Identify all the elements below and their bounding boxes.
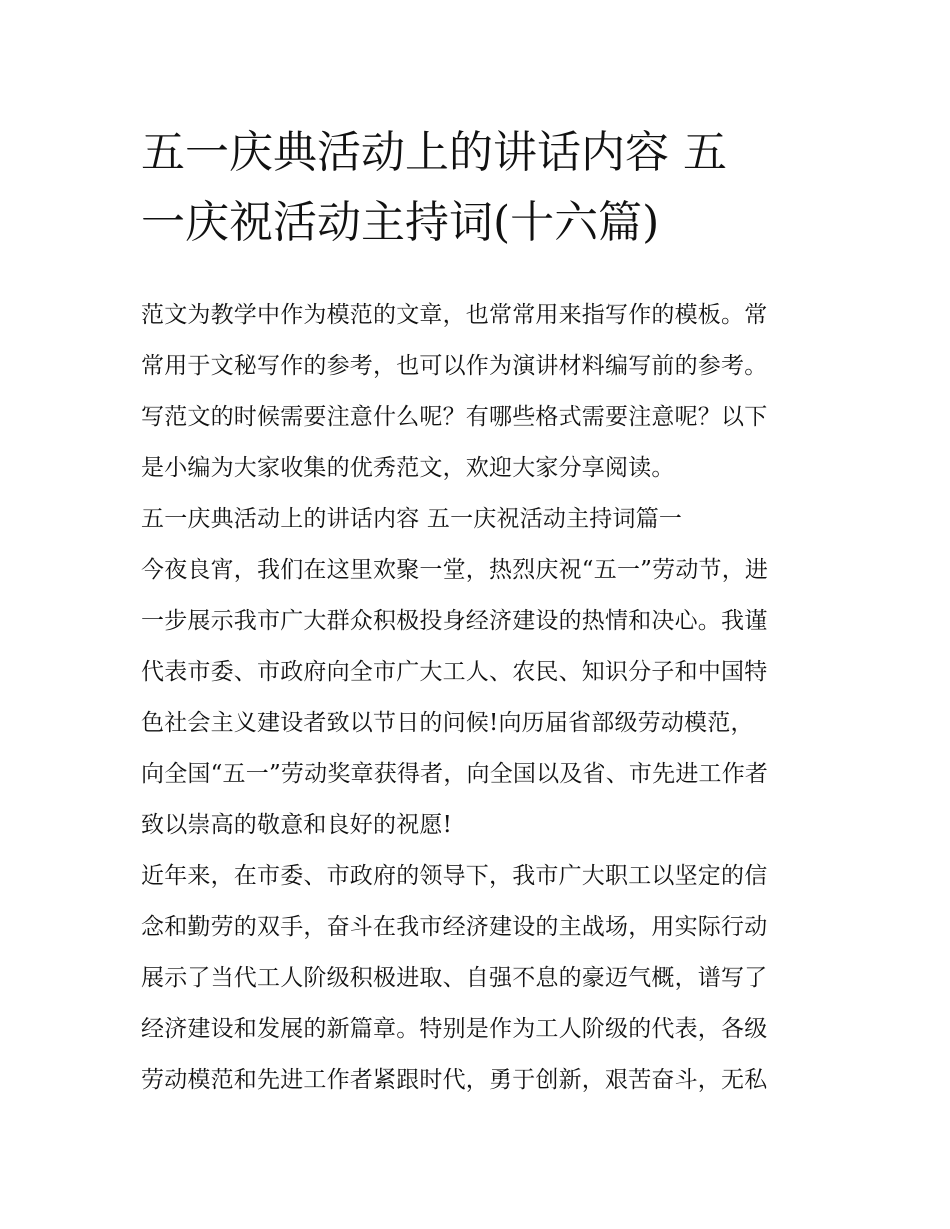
body-line: 今夜良宵，我们在这里欢聚一堂，热烈庆祝“五一”劳动节，进: [141, 557, 769, 583]
body-line: 劳动模范和先进工作者紧跟时代，勇于创新，艰苦奋斗，无私: [141, 1067, 768, 1093]
title-line-1: 五一庆典活动上的讲话内容 五: [141, 127, 727, 178]
body-line: 色社会主义建设者致以节日的问候!向历届省部级劳动模范，: [141, 710, 754, 736]
body-line: 念和勤劳的双手，奋斗在我市经济建设的主战场，用实际行动: [141, 914, 768, 940]
body-line: 范文为教学中作为模范的文章，也常常用来指写作的模板。常: [141, 302, 768, 328]
body-line: 展示了当代工人阶级积极进取、自强不息的豪迈气概，谱写了: [141, 965, 768, 991]
body-line: 常用于文秘写作的参考，也可以作为演讲材料编写前的参考。: [141, 353, 768, 379]
document-title: [141, 118, 813, 258]
section-heading: 五一庆典活动上的讲话内容 五一庆祝活动主持词篇一: [141, 506, 683, 532]
body-line: 致以崇高的敬意和良好的祝愿!: [141, 812, 453, 838]
body-line: 经济建设和发展的新篇章。特别是作为工人阶级的代表，各级: [141, 1016, 768, 1042]
body-line: 向全国“五一”劳动奖章获得者，向全国以及省、市先进工作者: [141, 761, 769, 787]
body-line: 近年来，在市委、市政府的领导下，我市广大职工以坚定的信: [141, 863, 768, 889]
body-line: 代表市委、市政府向全市广大工人、农民、知识分子和中国特: [141, 659, 768, 685]
document-body: [141, 290, 813, 1106]
title-spacing: [141, 258, 813, 290]
body-line: 写范文的时候需要注意什么呢？有哪些格式需要注意呢？以下: [141, 404, 768, 430]
title-line-2: 一庆祝活动主持词(十六篇): [141, 197, 660, 248]
body-line: 一步展示我市广大群众积极投身经济建设的热情和决心。我谨: [141, 608, 768, 634]
document-content: [141, 118, 813, 1106]
body-line: 是小编为大家收集的优秀范文，欢迎大家分享阅读。: [141, 455, 675, 481]
